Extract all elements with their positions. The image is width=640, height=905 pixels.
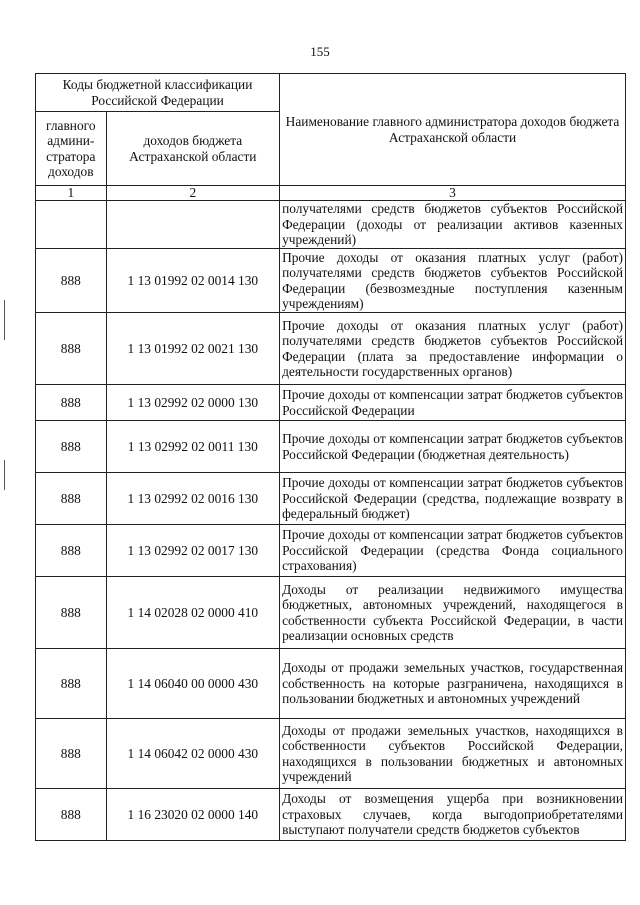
- admin-code-cell: [36, 201, 107, 249]
- income-name-cell: Прочие доходы от оказания платных услуг (работ) получателями средств бюджетов субъектов Российской Федерации (безвозмездные поступления казенным учреждениям): [280, 249, 626, 313]
- binding-mark: [4, 460, 5, 490]
- admin-code-cell: 888: [36, 577, 107, 649]
- table-row: [36, 525, 626, 577]
- header-admin-column: главного админи-стратора доходов: [36, 112, 107, 186]
- admin-code-cell: 888: [36, 313, 107, 385]
- column-number: 3: [280, 186, 626, 201]
- income-code-cell: 1 14 06040 00 0000 430: [106, 649, 279, 719]
- income-code-cell: 1 13 02992 02 0000 130: [106, 385, 279, 421]
- column-number-row: [36, 186, 626, 201]
- income-name-cell: Прочие доходы от компенсации затрат бюджетов субъектов Российской Федерации: [280, 385, 626, 421]
- income-name-cell: Доходы от возмещения ущерба при возникновении страховых случаев, когда выгодоприобретателями выступают получатели средств бюджетов субъектов: [280, 789, 626, 841]
- income-code-cell: 1 14 02028 02 0000 410: [106, 577, 279, 649]
- income-code-cell: 1 13 02992 02 0016 130: [106, 473, 279, 525]
- income-name-cell: Прочие доходы от компенсации затрат бюджетов субъектов Российской Федерации (средства, подлежащие возврату в федеральный бюджет): [280, 473, 626, 525]
- income-code-cell: 1 13 01992 02 0021 130: [106, 313, 279, 385]
- budget-classification-table: [35, 73, 626, 841]
- income-name-cell: Доходы от продажи земельных участков, государственная собственность на которые разграничена, находящихся в пользовании бюджетных и автономных учреждений: [280, 649, 626, 719]
- table-row: [36, 649, 626, 719]
- income-code-cell: 1 13 01992 02 0014 130: [106, 249, 279, 313]
- admin-code-cell: 888: [36, 719, 107, 789]
- column-number: 2: [106, 186, 279, 201]
- income-name-cell: Доходы от реализации недвижимого имущества бюджетных, автономных учреждений, находящегося в собственности субъекта Российской Федерации, в части реализации основных средств: [280, 577, 626, 649]
- table-row: [36, 313, 626, 385]
- admin-code-cell: 888: [36, 649, 107, 719]
- header-codes-group: Коды бюджетной классификации Российской Федерации: [36, 74, 280, 112]
- header-row-group: [36, 74, 626, 112]
- table-row: [36, 473, 626, 525]
- table-row: [36, 421, 626, 473]
- table-row: [36, 577, 626, 649]
- income-name-cell: Прочие доходы от компенсации затрат бюджетов субъектов Российской Федерации (бюджетная деятельность): [280, 421, 626, 473]
- column-number: 1: [36, 186, 107, 201]
- income-code-cell: 1 14 06042 02 0000 430: [106, 719, 279, 789]
- income-name-cell: Доходы от продажи земельных участков, находящихся в собственности субъектов Российской Федерации, находящихся в пользовании бюджетных и автономных учреждений: [280, 719, 626, 789]
- income-name-cell: Прочие доходы от компенсации затрат бюджетов субъектов Российской Федерации (средства Фонда социального страхования): [280, 525, 626, 577]
- admin-code-cell: 888: [36, 525, 107, 577]
- table-row: [36, 201, 626, 249]
- page-number: 155: [310, 44, 330, 59]
- admin-code-cell: 888: [36, 385, 107, 421]
- income-code-cell: [106, 201, 279, 249]
- header-income-column: доходов бюджета Астраханской области: [106, 112, 279, 186]
- income-name-cell: Прочие доходы от оказания платных услуг (работ) получателями средств бюджетов субъектов Российской Федерации (плата за предоставление информации о деятельности государственных органов): [280, 313, 626, 385]
- table-row: [36, 719, 626, 789]
- income-code-cell: 1 16 23020 02 0000 140: [106, 789, 279, 841]
- table-row: [36, 249, 626, 313]
- income-name-cell: получателями средств бюджетов субъектов Российской Федерации (доходы от реализации активов казенных учреждений): [280, 201, 626, 249]
- admin-code-cell: 888: [36, 473, 107, 525]
- admin-code-cell: 888: [36, 789, 107, 841]
- admin-code-cell: 888: [36, 421, 107, 473]
- header-name-column: Наименование главного администратора доходов бюджета Астраханской области: [280, 74, 626, 186]
- binding-mark: [4, 300, 5, 340]
- table-row: [36, 385, 626, 421]
- income-code-cell: 1 13 02992 02 0017 130: [106, 525, 279, 577]
- admin-code-cell: 888: [36, 249, 107, 313]
- income-code-cell: 1 13 02992 02 0011 130: [106, 421, 279, 473]
- table-row: [36, 789, 626, 841]
